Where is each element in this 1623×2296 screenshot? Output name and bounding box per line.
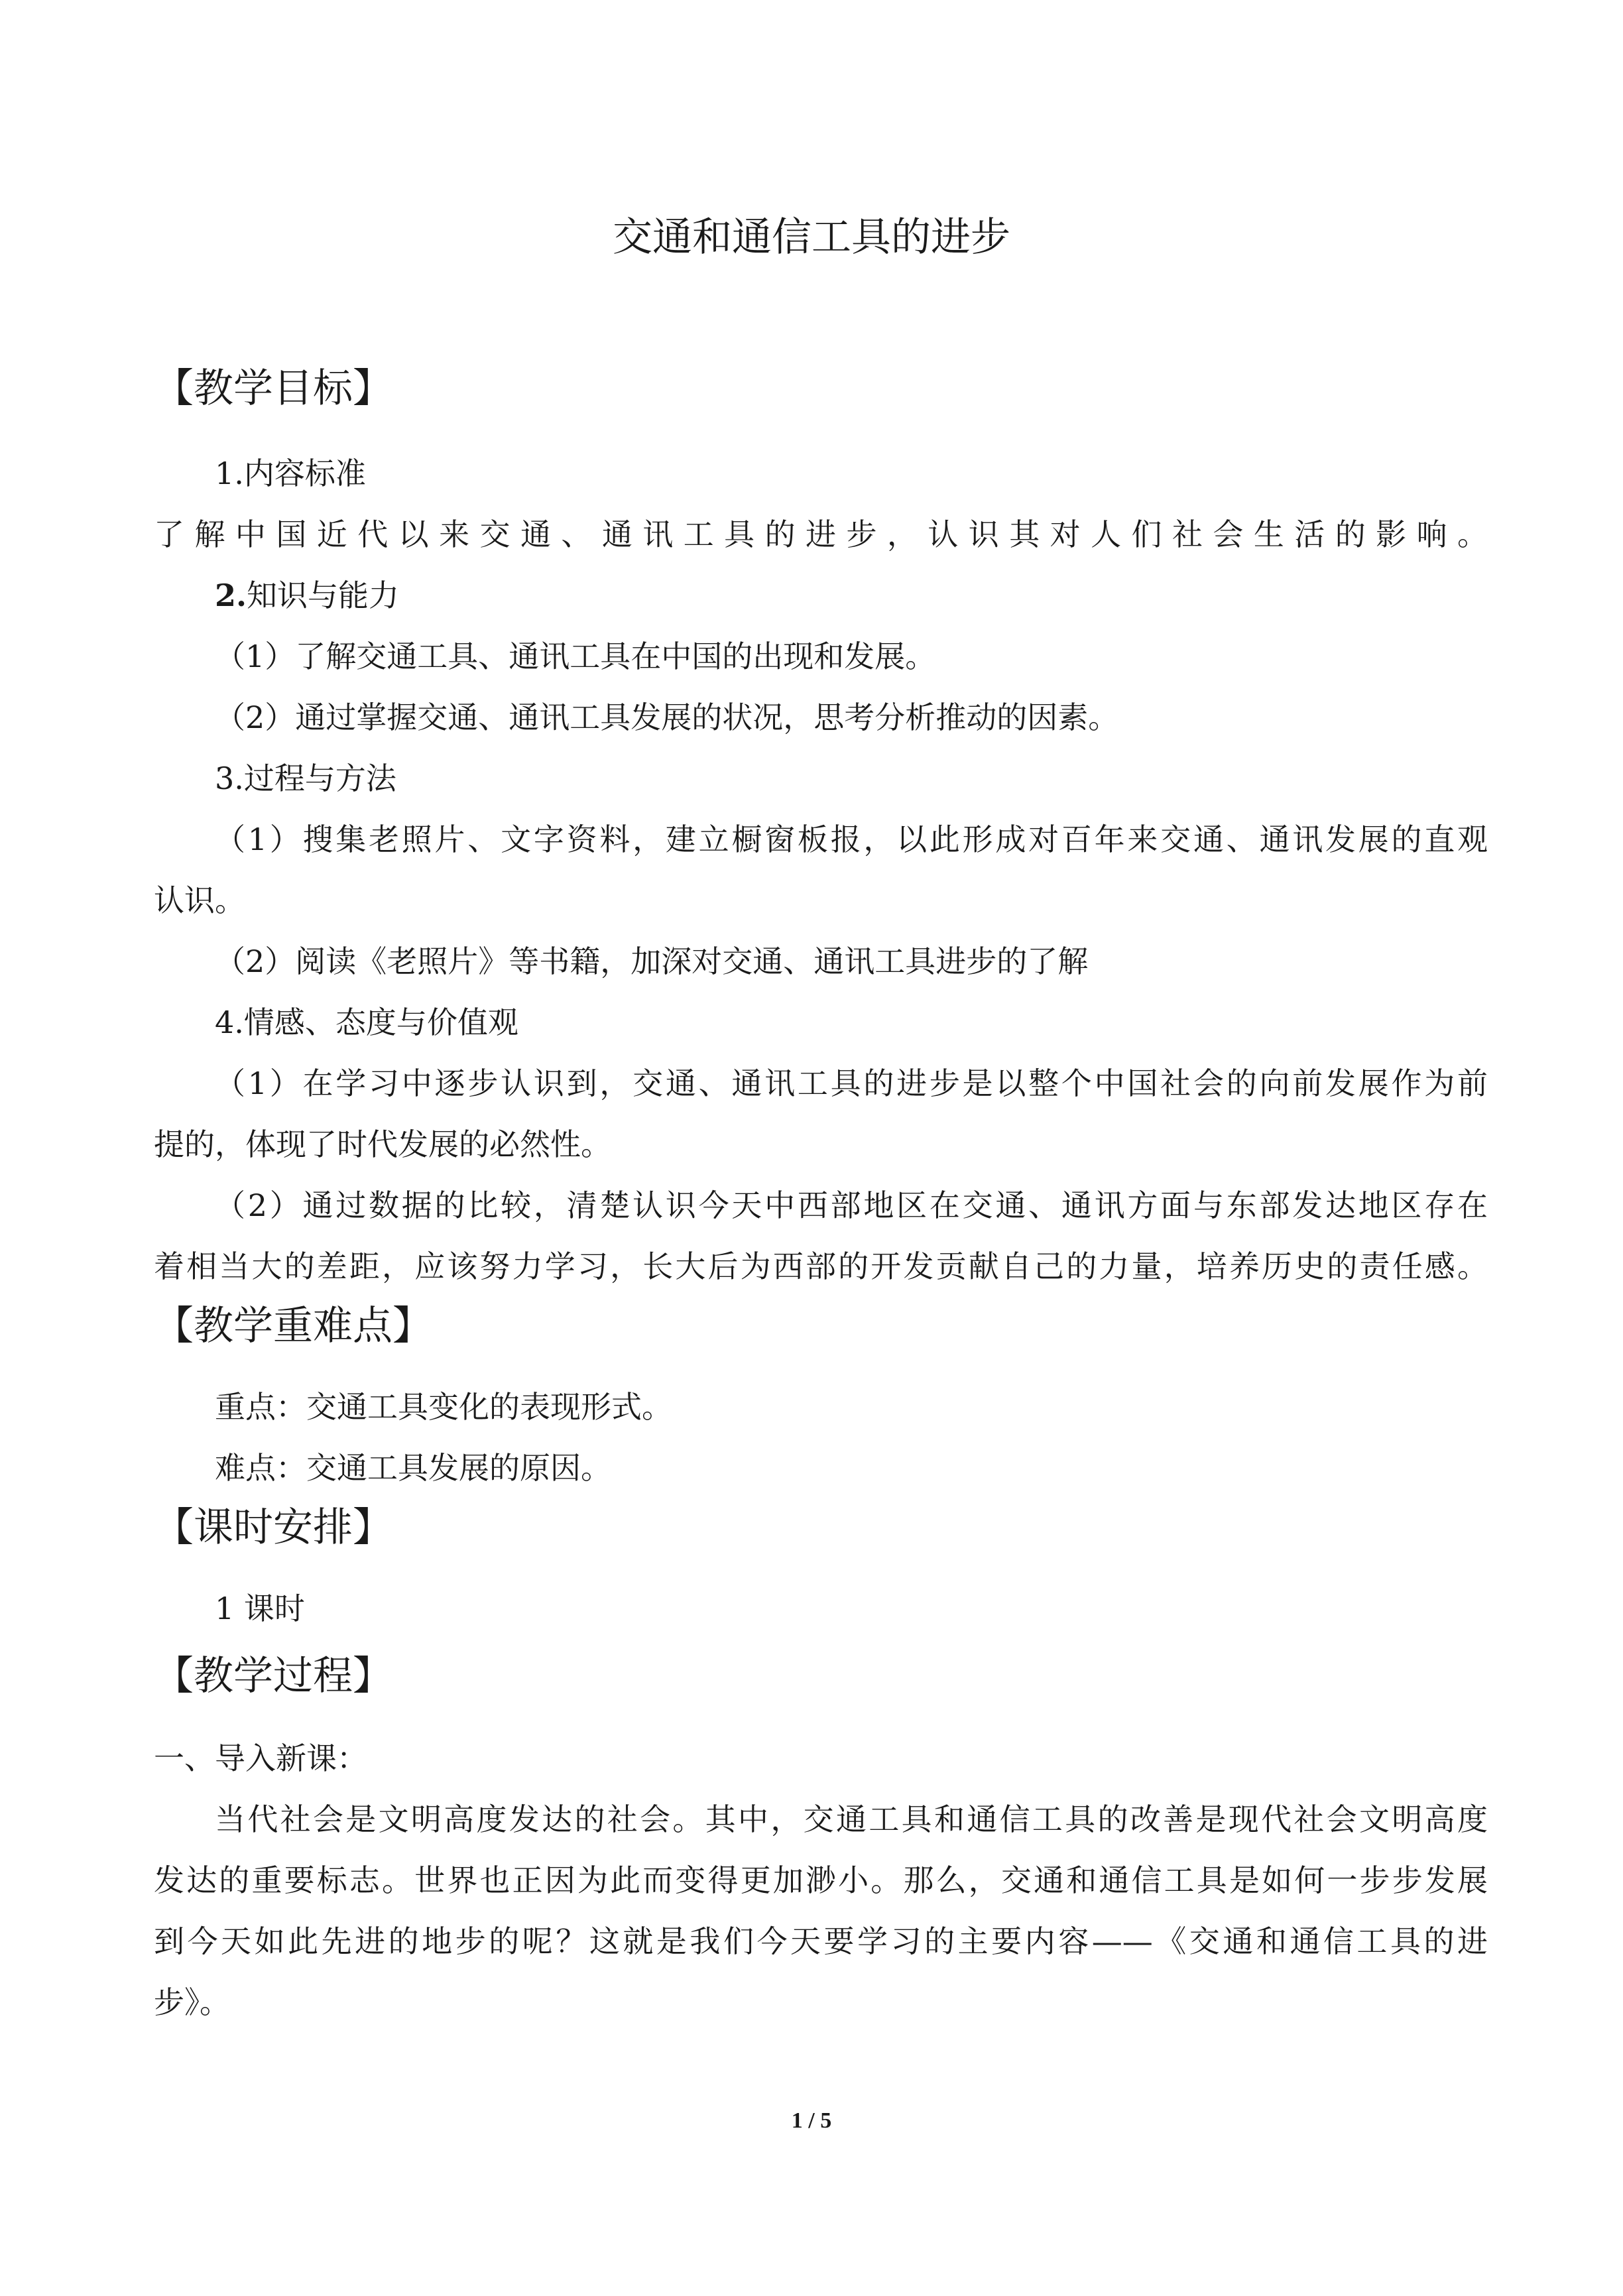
knowledge-label [215, 575, 1549, 615]
knowledge-item-2: （2）通过掌握交通、通讯工具发展的状况，思考分析推动的因素。 [215, 699, 1119, 735]
process-method-label: 3.过程与方法 [215, 760, 396, 796]
intro-paragraph-line-3: 到今天如此先进的地步的呢？这就是我们今天要学习的主要内容——《交通和通信工具的进 [154, 1923, 1488, 1959]
emotion-item-1-line-2: 提的，体现了时代发展的必然性。 [154, 1126, 611, 1162]
knowledge-text-label: 知识与能力 [247, 577, 400, 613]
process-item-2: （2）阅读《老照片》等书籍，加深对交通、通讯工具进步的了解 [215, 943, 1089, 979]
emotion-item-2-line-2: 着相当大的差距，应该努力学习，长大后为西部的开发贡献自己的力量，培养历史的责任感。 [154, 1248, 1488, 1284]
intro-label: 一、导入新课： [154, 1740, 367, 1776]
intro-paragraph-line-2: 发达的重要标志。世界也正因为此而变得更加渺小。那么，交通和通信工具是如何一步步发展 [154, 1862, 1488, 1898]
section-heading-process: 【教学过程】 [154, 1653, 392, 1699]
schedule-text: 1 课时 [215, 1591, 305, 1626]
process-item-1-line-1: （1）搜集老照片、文字资料，建立橱窗板报，以此形成对百年来交通、通讯发展的直观 [215, 821, 1488, 857]
emotion-item-2-line-1: （2）通过数据的比较，清楚认识今天中西部地区在交通、通讯方面与东部发达地区存在 [215, 1187, 1488, 1223]
emotion-item-1-line-1: （1）在学习中逐步认识到，交通、通讯工具的进步是以整个中国社会的向前发展作为前 [215, 1065, 1488, 1101]
difficult-point: 难点：交通工具发展的原因。 [215, 1450, 611, 1486]
content-standard-number: 1. [215, 455, 244, 491]
section-heading-key-points: 【教学重难点】 [154, 1303, 432, 1349]
process-item-1-line-2: 认识。 [154, 882, 245, 918]
content-standard-label [215, 453, 1549, 493]
emotion-label: 4.情感、态度与价值观 [215, 1004, 518, 1040]
content-standard-text: 了解中国近代以来交通、通讯工具的进步，认识其对人们社会生活的影响。 [154, 516, 1488, 552]
key-point: 重点：交通工具变化的表现形式。 [215, 1389, 672, 1425]
page-title: 交通和通信工具的进步 [613, 214, 1010, 261]
knowledge-item-1: （1）了解交通工具、通讯工具在中国的出现和发展。 [215, 638, 936, 674]
section-heading-schedule: 【课时安排】 [154, 1504, 392, 1551]
intro-paragraph-line-4: 步》。 [154, 1984, 230, 2020]
knowledge-number: 2. [215, 577, 247, 613]
section-heading-goals: 【教学目标】 [154, 365, 392, 412]
content-standard-text-label: 内容标准 [243, 455, 366, 491]
intro-paragraph-line-1: 当代社会是文明高度发达的社会。其中，交通工具和通信工具的改善是现代社会文明高度 [215, 1801, 1488, 1837]
page-number: 1 / 5 [791, 2108, 832, 2133]
